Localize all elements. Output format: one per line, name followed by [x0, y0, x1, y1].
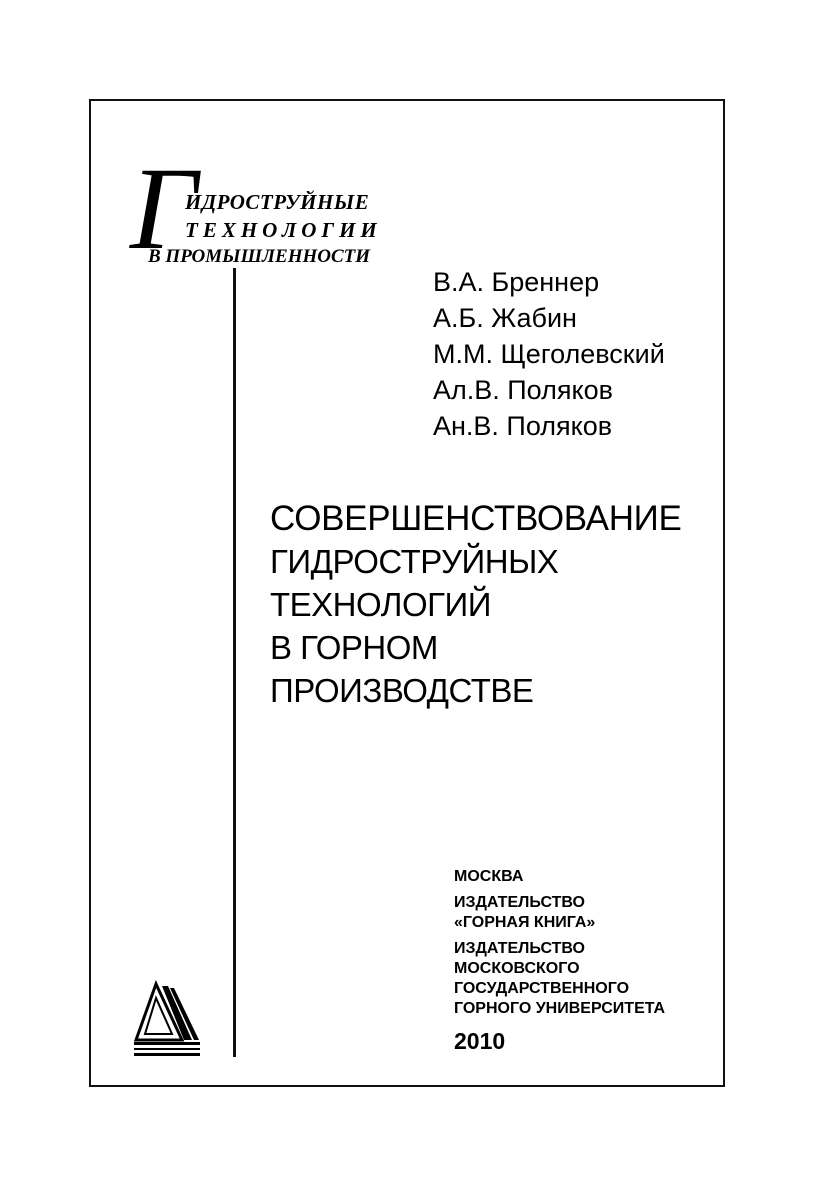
publisher-imprint-line: ИЗДАТЕЛЬСТВО — [454, 894, 585, 911]
series-line-2: ТЕХНОЛОГИИ — [185, 218, 382, 242]
vertical-rule — [233, 268, 236, 1057]
series-line-1: ИДРОСТРУЙНЫЕ — [185, 190, 370, 214]
book-title-line: ГИДРОСТРУЙНЫХ — [270, 543, 559, 580]
publisher-imprint-line: «ГОРНАЯ КНИГА» — [454, 914, 596, 931]
publisher-imprint-line: МОСКОВСКОГО — [454, 960, 580, 977]
publisher-imprint-line: ГОСУДАРСТВЕННОГО — [454, 980, 630, 997]
book-title-line: ПРОИЗВОДСТВЕ — [270, 672, 534, 709]
author-name: А.Б. Жабин — [433, 303, 577, 333]
publisher-city: МОСКВА — [454, 868, 524, 885]
publisher-triangle-logo-icon — [132, 978, 204, 1060]
author-list — [433, 264, 665, 444]
author-name: В.А. Бреннер — [433, 267, 600, 297]
series-initial: Г — [130, 143, 198, 274]
book-title-line: СОВЕРШЕНСТВОВАНИЕ — [270, 499, 682, 538]
book-title-line: В ГОРНОМ — [270, 629, 438, 666]
author-name: М.М. Щеголевский — [433, 339, 665, 369]
publisher-block — [454, 867, 665, 1055]
series-title — [130, 143, 420, 275]
series-line-3: В ПРОМЫШЛЕННОСТИ — [148, 246, 371, 267]
publisher-imprint-line: ИЗДАТЕЛЬСТВО — [454, 940, 585, 957]
author-name: Ал.В. Поляков — [433, 375, 613, 405]
publication-year: 2010 — [454, 1028, 506, 1054]
author-name: Ан.В. Поляков — [433, 411, 613, 441]
publisher-imprint-line: ГОРНОГО УНИВЕРСИТЕТА — [454, 1000, 666, 1017]
book-title-line: ТЕХНОЛОГИЙ — [270, 586, 491, 623]
book-title — [270, 497, 682, 712]
